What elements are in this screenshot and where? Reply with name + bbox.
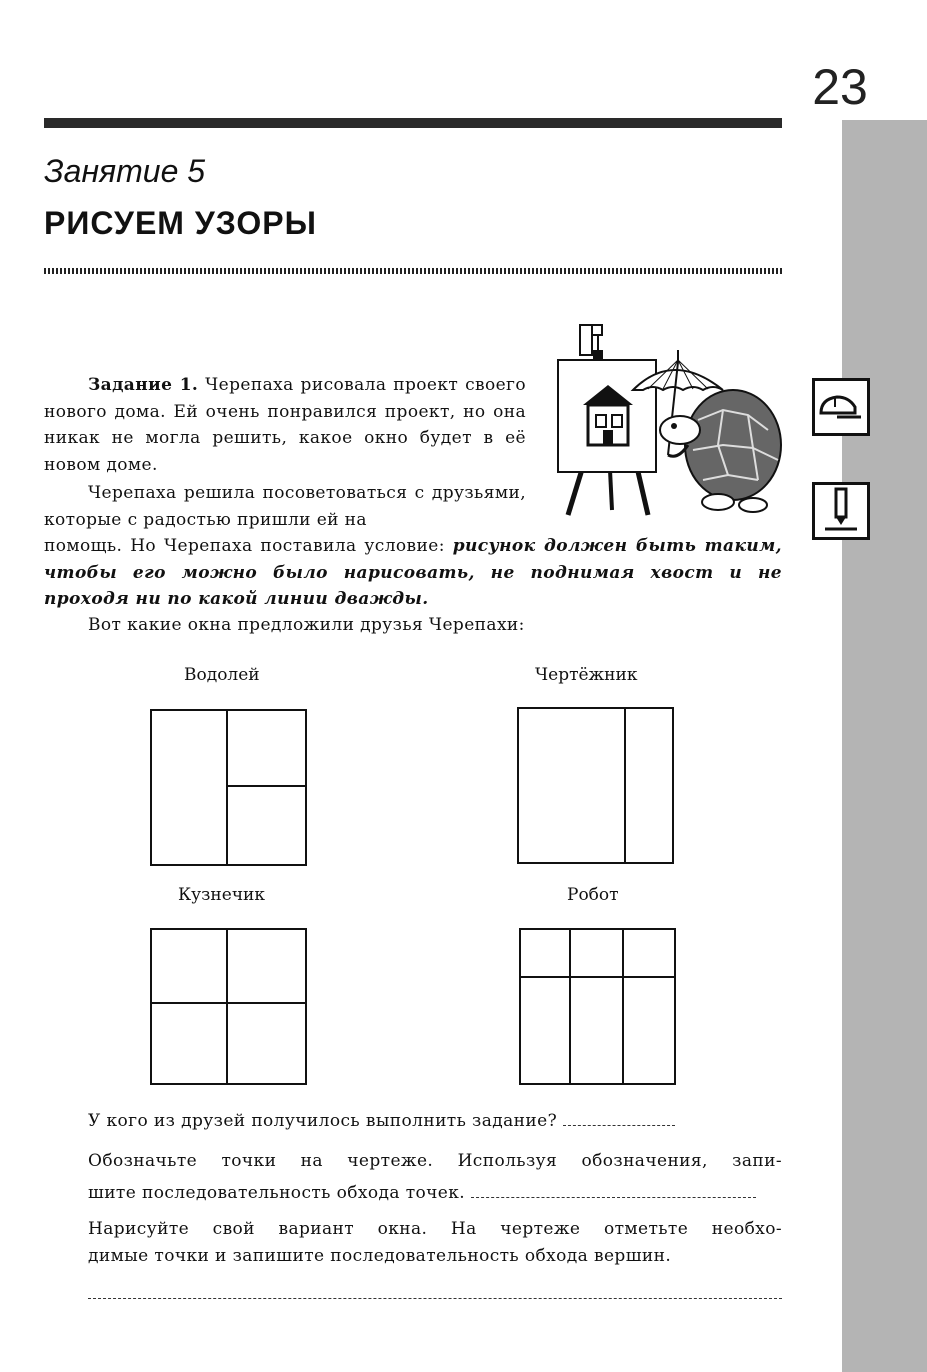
side-margin-bar: [842, 120, 927, 1372]
pencil-icon: [815, 485, 867, 537]
question-1-text: У кого из друзей получилось выполнить задание?: [88, 1111, 558, 1131]
answer-blank-2[interactable]: [471, 1183, 756, 1198]
window-robot: [518, 927, 678, 1087]
window-chertezhnik: [516, 706, 676, 866]
question-2-cont: [88, 1180, 782, 1207]
task-offer: Вот какие окна предложили друзья Черепахи:: [88, 615, 525, 635]
question-2-line-1: Обозначьте точки на чертеже. Используя обозначения, запи-: [88, 1151, 782, 1171]
task-paragraph-2: Черепаха решила посоветоваться с друзьями, которые с радостью пришли ей на: [44, 483, 526, 530]
window-label-robot: Робот: [567, 885, 619, 905]
pencil-icon-box: [812, 482, 870, 540]
lesson-heading: Занятие 5: [44, 153, 206, 189]
mouse-icon: [815, 381, 867, 433]
window-vodoley: [149, 708, 309, 868]
task-condition: рисунок должен быть таким, чтобы его можно было нарисовать, не поднимая хвост и не проходя ни по какой линии дважды.: [44, 536, 782, 609]
question-2: [88, 1148, 782, 1175]
task-lead: Задание 1.: [88, 375, 199, 395]
question-2-line-2: шите последовательность обхода точек.: [88, 1183, 466, 1203]
answer-line-3[interactable]: [88, 1298, 782, 1299]
question-3: [88, 1216, 782, 1243]
window-kuznechik: [149, 927, 309, 1087]
question-3-line-1: Нарисуйте свой вариант окна. На чертеже отметьте необхо-: [88, 1219, 782, 1239]
window-label-kuznechik: Кузнечик: [178, 885, 266, 905]
question-3-cont: [88, 1243, 782, 1270]
task-intro: [44, 372, 526, 478]
task-paragraph-3-start: помощь. Но Черепаха поставила условие:: [44, 536, 453, 556]
dotted-rule: [44, 268, 782, 274]
turtle-easel-illustration: [548, 320, 788, 520]
top-rule: [44, 118, 782, 128]
mouse-icon-box: [812, 378, 870, 436]
answer-blank-1[interactable]: [563, 1111, 675, 1126]
question-1: [88, 1108, 782, 1135]
task-paragraph-3: [44, 533, 782, 613]
task-intro-text: Черепаха рисовала проект своего нового дома. Ей очень понравился проект, но она никак не могла решить, какое окно будет в её новом доме.: [44, 375, 527, 475]
window-label-vodoley: Водолей: [184, 665, 260, 685]
page-title: РИСУЕМ УЗОРЫ: [44, 205, 317, 241]
page-number: 23: [812, 59, 868, 115]
question-3-line-2: димые точки и запишите последовательность обхода вершин.: [88, 1246, 672, 1266]
window-label-chertezhnik: Чертёжник: [535, 665, 638, 685]
